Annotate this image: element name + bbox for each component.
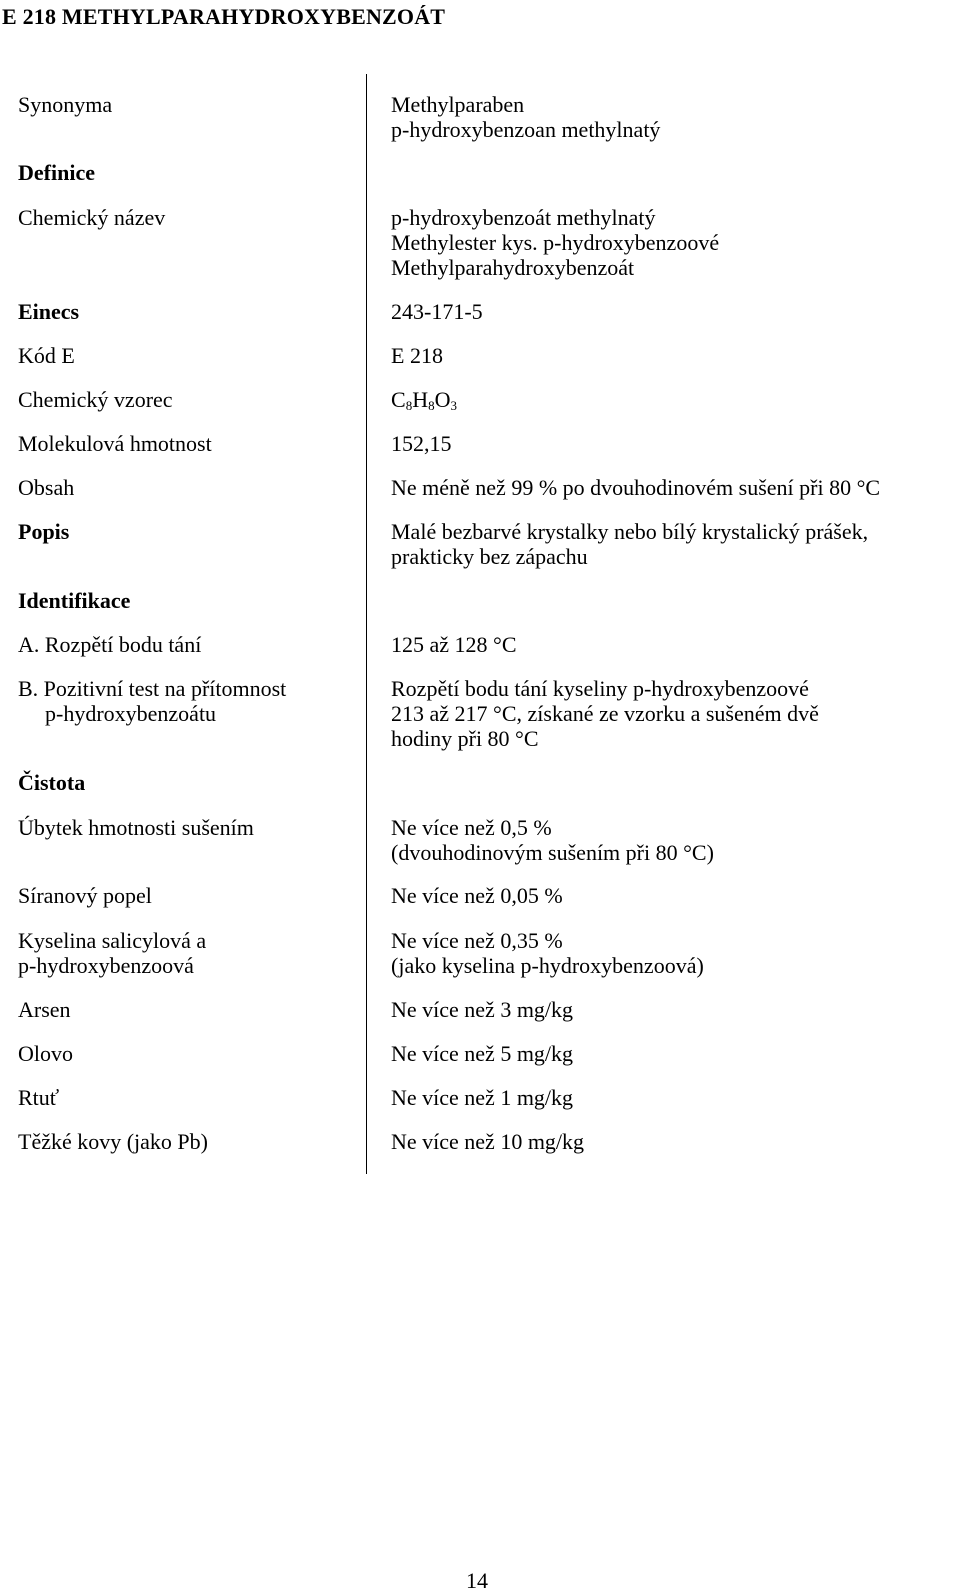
value-popis-line1: Malé bezbarvé krystalky nebo bílý krystalický prášek, xyxy=(391,519,869,544)
value-ident-b-line3: hodiny při 80 °C xyxy=(391,726,539,751)
value-arsen: Ne více než 3 mg/kg xyxy=(391,997,574,1022)
label-kod-e: Kód E xyxy=(18,343,75,368)
label-synonyma: Synonyma xyxy=(18,92,113,117)
value-kod-e: E 218 xyxy=(391,343,443,368)
label-kyselina-line1: Kyselina salicylová a xyxy=(18,928,207,953)
label-chemicky-nazev: Chemický název xyxy=(18,205,166,230)
column-divider xyxy=(366,74,367,1174)
value-tezke-kovy: Ne více než 10 mg/kg xyxy=(391,1129,585,1154)
label-ident-b xyxy=(18,676,286,726)
label-kyselina-line2: p-hydroxybenzoová xyxy=(18,953,194,978)
label-kyselina xyxy=(18,928,206,978)
label-tezke-kovy: Těžké kovy (jako Pb) xyxy=(18,1129,208,1154)
page-number: 14 xyxy=(466,1568,488,1593)
value-kyselina xyxy=(391,928,704,978)
value-ubytek-line1: Ne více než 0,5 % xyxy=(391,815,552,840)
value-chemicky-vzorec xyxy=(391,387,457,412)
value-molekulova-hmotnost: 152,15 xyxy=(391,431,452,456)
value-chemicky-nazev-line2: Methylester kys. p-hydroxybenzoové xyxy=(391,230,720,255)
label-chemicky-vzorec: Chemický vzorec xyxy=(18,387,173,412)
label-obsah: Obsah xyxy=(18,475,75,500)
label-molekulova-hmotnost: Molekulová hmotnost xyxy=(18,431,212,456)
formula-h-count: 8 xyxy=(428,398,435,413)
label-ubytek: Úbytek hmotnosti sušením xyxy=(18,815,254,840)
formula-c: C xyxy=(391,387,406,412)
formula-c-count: 8 xyxy=(405,398,413,413)
value-obsah: Ne méně než 99 % po dvouhodinovém sušení při 80 °C xyxy=(391,475,881,500)
formula-o-count: 3 xyxy=(450,398,457,413)
label-ident-b-line1: B. Pozitivní test na přítomnost xyxy=(18,676,287,701)
label-popis: Popis xyxy=(18,519,70,544)
page-title: E 218 METHYLPARAHYDROXYBENZOÁT xyxy=(2,4,446,29)
formula-h: H xyxy=(412,387,429,412)
label-einecs: Einecs xyxy=(18,299,80,324)
heading-definice: Definice xyxy=(18,160,95,185)
value-popis xyxy=(391,519,868,569)
value-popis-line2: prakticky bez zápachu xyxy=(391,544,588,569)
value-olovo: Ne více než 5 mg/kg xyxy=(391,1041,574,1066)
value-ident-a: 125 až 128 °C xyxy=(391,632,517,657)
label-arsen: Arsen xyxy=(18,997,71,1022)
value-ident-b xyxy=(391,676,819,751)
value-synonyma-line2: p-hydroxybenzoan methylnatý xyxy=(391,117,661,142)
formula-o: O xyxy=(434,387,451,412)
value-einecs: 243-171-5 xyxy=(391,299,483,324)
value-ubytek-line2: (dvouhodinovým sušením při 80 °C) xyxy=(391,840,714,865)
value-siranovy-popel: Ne více než 0,05 % xyxy=(391,883,563,908)
value-kyselina-line2: (jako kyselina p-hydroxybenzoová) xyxy=(391,953,704,978)
label-ident-a: A. Rozpětí bodu tání xyxy=(18,632,202,657)
value-ubytek xyxy=(391,815,714,865)
value-synonyma xyxy=(391,92,660,142)
label-ident-b-line2: p-hydroxybenzoátu xyxy=(45,701,217,726)
label-olovo: Olovo xyxy=(18,1041,73,1066)
value-synonyma-line1: Methylparaben xyxy=(391,92,525,117)
heading-identifikace: Identifikace xyxy=(18,588,131,613)
label-siranovy-popel: Síranový popel xyxy=(18,883,152,908)
value-rtut: Ne více než 1 mg/kg xyxy=(391,1085,574,1110)
value-chemicky-nazev-line3: Methylparahydroxybenzoát xyxy=(391,255,635,280)
value-chemicky-nazev xyxy=(391,205,719,280)
value-chemicky-nazev-line1: p-hydroxybenzoát methylnatý xyxy=(391,205,656,230)
label-rtut: Rtuť xyxy=(18,1085,60,1110)
heading-cistota: Čistota xyxy=(18,770,86,795)
value-ident-b-line1: Rozpětí bodu tání kyseliny p-hydroxybenzoové xyxy=(391,676,809,701)
value-ident-b-line2: 213 až 217 °C, získané ze vzorku a sušeném dvě xyxy=(391,701,819,726)
value-kyselina-line1: Ne více než 0,35 % xyxy=(391,928,563,953)
